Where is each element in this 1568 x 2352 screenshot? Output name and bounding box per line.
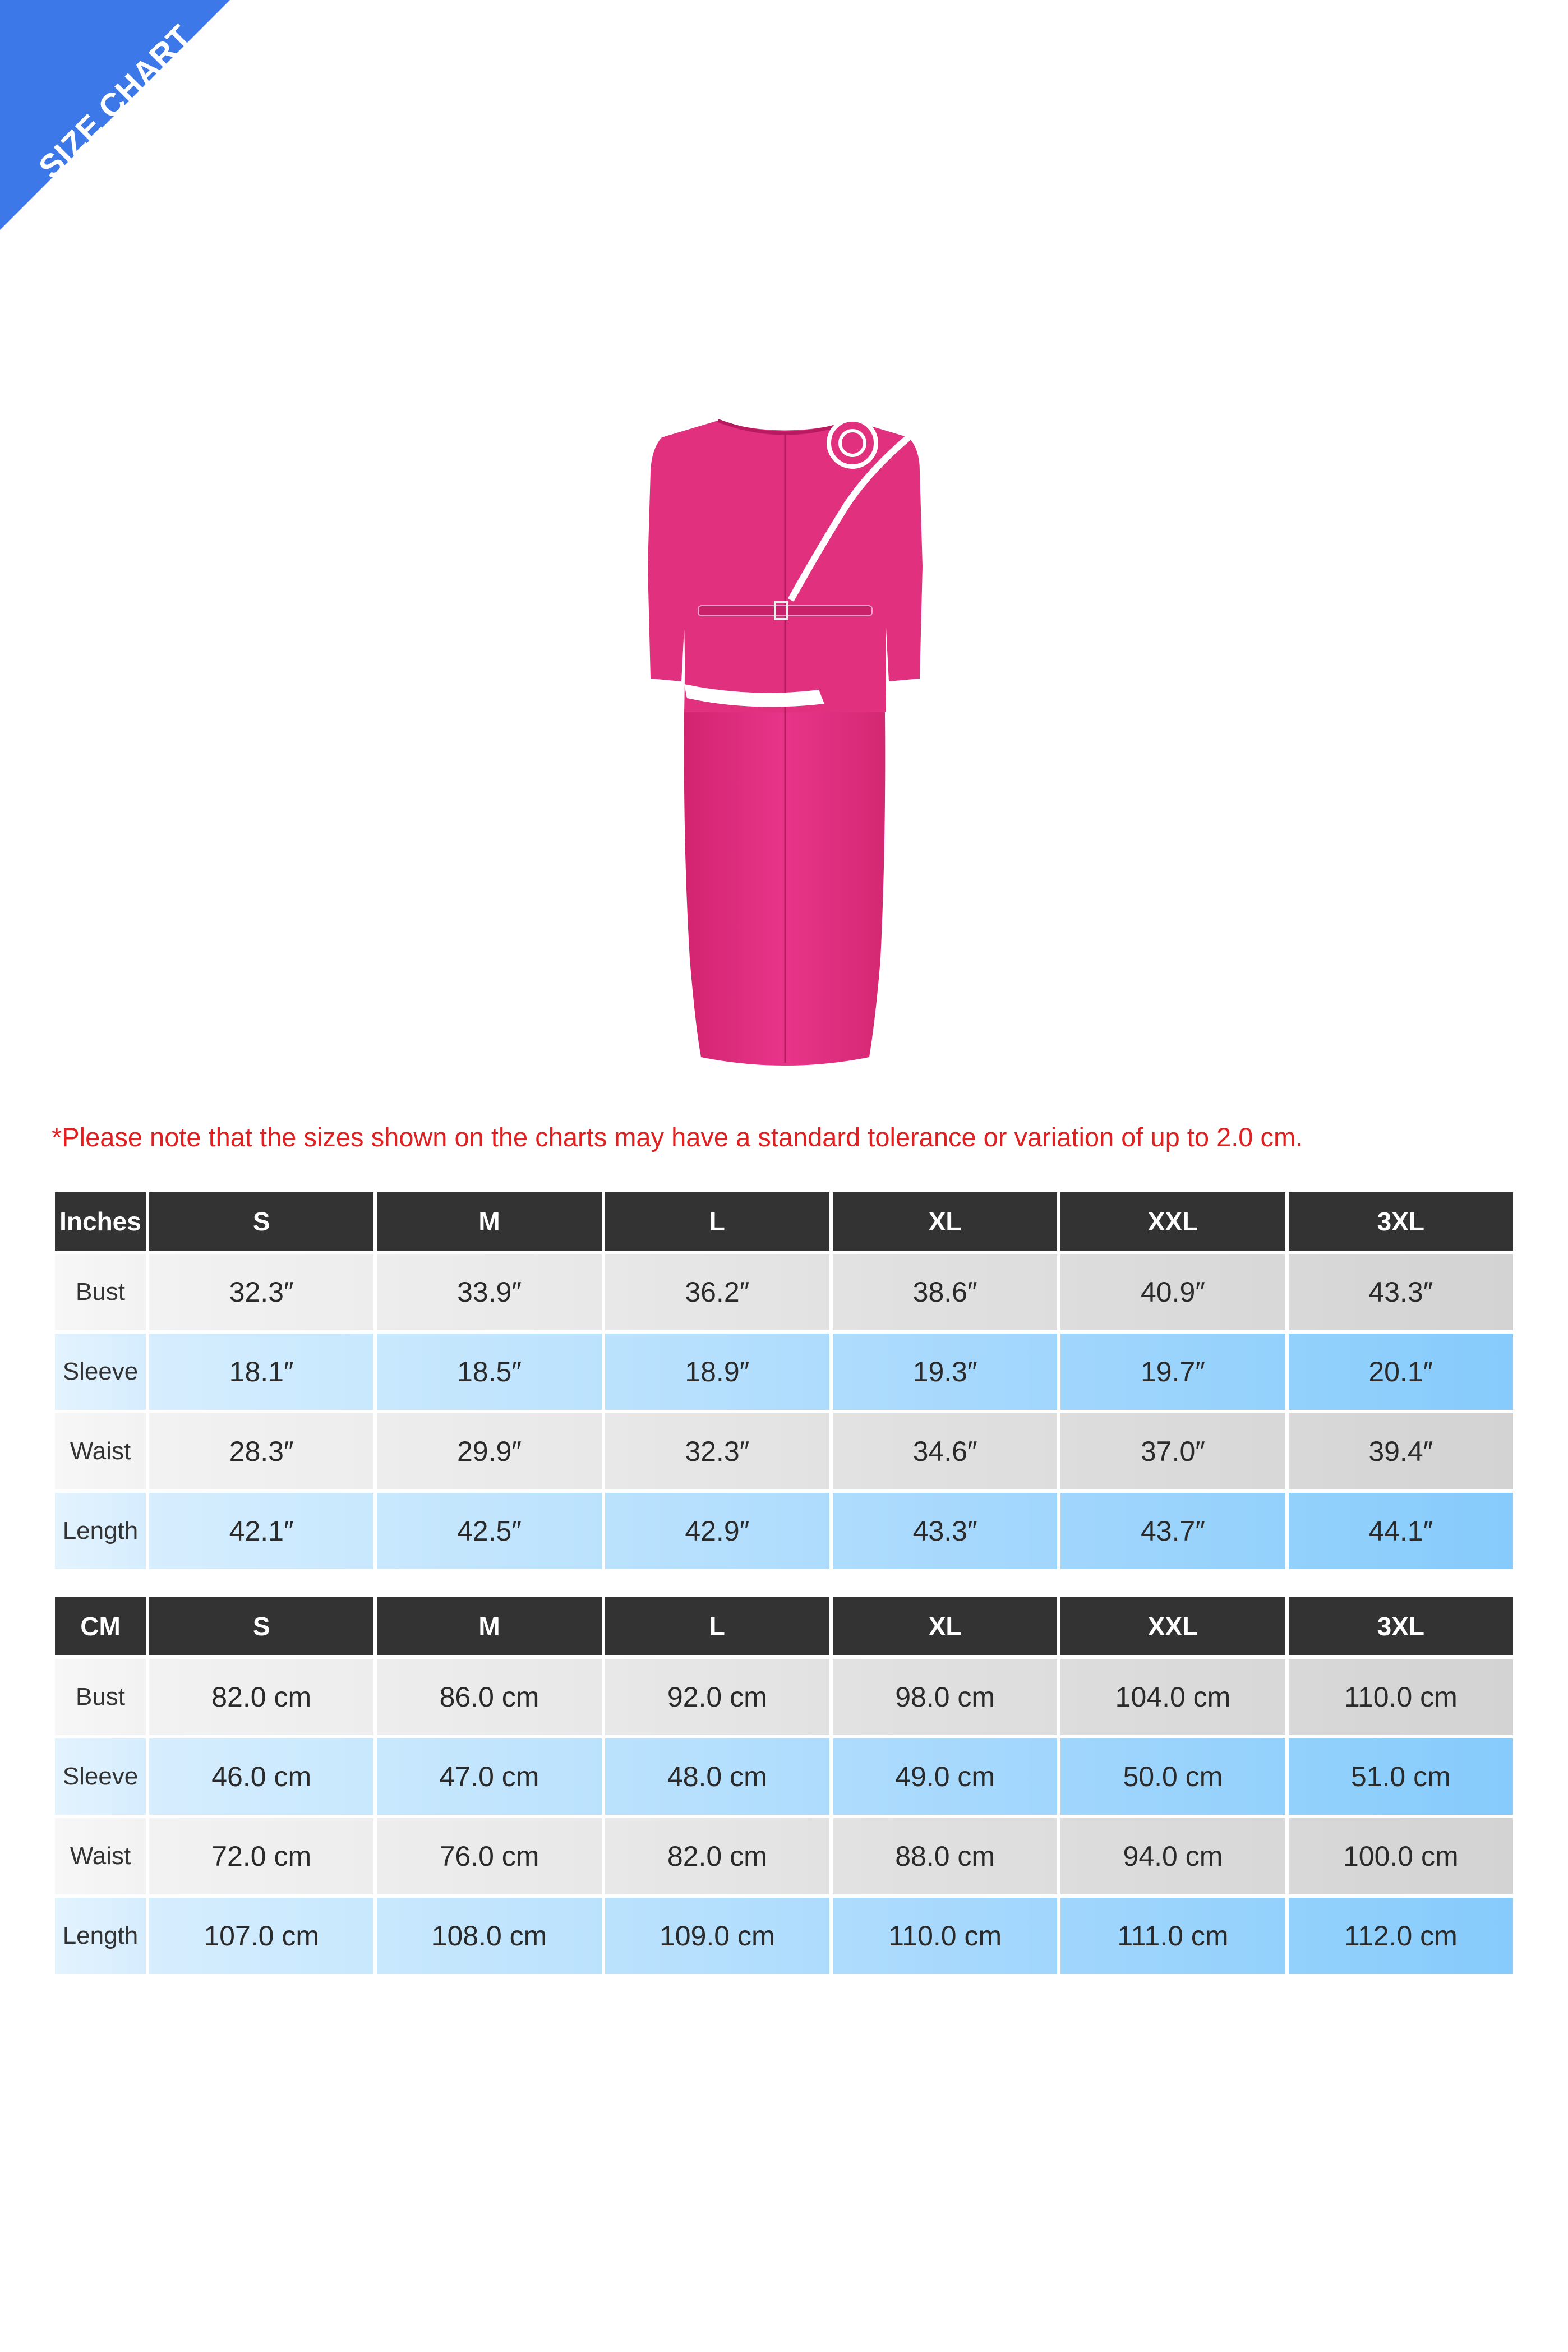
table-cell: 44.1″ — [1289, 1493, 1513, 1569]
table-cell: 19.3″ — [833, 1334, 1057, 1410]
table-cell: 32.3″ — [149, 1254, 373, 1330]
table-cell: 19.7″ — [1060, 1334, 1285, 1410]
table-cell: 104.0 cm — [1060, 1659, 1285, 1735]
size-header: 3XL — [1289, 1192, 1513, 1251]
table-cell: 42.1″ — [149, 1493, 373, 1569]
unit-header: Inches — [55, 1192, 146, 1251]
table-cell: 51.0 cm — [1289, 1738, 1513, 1815]
inches-size-table — [52, 1189, 1516, 1572]
size-header: XXL — [1060, 1597, 1285, 1655]
table-row — [55, 1413, 1513, 1489]
table-cell: 109.0 cm — [605, 1898, 829, 1974]
size-chart-banner — [0, 0, 230, 230]
banner-label: SIZE CHART — [31, 17, 200, 186]
table-cell: 94.0 cm — [1060, 1818, 1285, 1894]
table-cell: 107.0 cm — [149, 1898, 373, 1974]
table-row — [55, 1818, 1513, 1894]
size-header: L — [605, 1597, 829, 1655]
table-cell: 40.9″ — [1060, 1254, 1285, 1330]
row-label: Waist — [55, 1818, 146, 1894]
table-cell: 49.0 cm — [833, 1738, 1057, 1815]
row-label: Length — [55, 1898, 146, 1974]
table-cell: 20.1″ — [1289, 1334, 1513, 1410]
table-cell: 108.0 cm — [377, 1898, 601, 1974]
table-cell: 47.0 cm — [377, 1738, 601, 1815]
table-cell: 37.0″ — [1060, 1413, 1285, 1489]
size-header: L — [605, 1192, 829, 1251]
size-header: S — [149, 1597, 373, 1655]
table-cell: 72.0 cm — [149, 1818, 373, 1894]
table-cell: 82.0 cm — [149, 1659, 373, 1735]
table-header-row — [55, 1192, 1513, 1251]
table-cell: 36.2″ — [605, 1254, 829, 1330]
table-cell: 18.9″ — [605, 1334, 829, 1410]
table-cell: 112.0 cm — [1289, 1898, 1513, 1974]
size-header: XL — [833, 1597, 1057, 1655]
table-cell: 111.0 cm — [1060, 1898, 1285, 1974]
table-cell: 43.7″ — [1060, 1493, 1285, 1569]
row-label: Bust — [55, 1659, 146, 1735]
table-row — [55, 1254, 1513, 1330]
table-cell: 88.0 cm — [833, 1818, 1057, 1894]
table-cell: 110.0 cm — [1289, 1659, 1513, 1735]
table-cell: 32.3″ — [605, 1413, 829, 1489]
table-cell: 110.0 cm — [833, 1898, 1057, 1974]
table-row — [55, 1898, 1513, 1974]
table-cell: 76.0 cm — [377, 1818, 601, 1894]
row-label: Sleeve — [55, 1334, 146, 1410]
table-cell: 98.0 cm — [833, 1659, 1057, 1735]
table-row — [55, 1659, 1513, 1735]
table-cell: 43.3″ — [1289, 1254, 1513, 1330]
table-cell: 82.0 cm — [605, 1818, 829, 1894]
table-cell: 86.0 cm — [377, 1659, 601, 1735]
table-cell: 42.5″ — [377, 1493, 601, 1569]
row-label: Sleeve — [55, 1738, 146, 1815]
row-label: Bust — [55, 1254, 146, 1330]
table-cell: 43.3″ — [833, 1493, 1057, 1569]
table-cell: 29.9″ — [377, 1413, 601, 1489]
size-header: S — [149, 1192, 373, 1251]
product-image — [606, 398, 965, 1082]
table-cell: 38.6″ — [833, 1254, 1057, 1330]
cm-size-table — [52, 1594, 1516, 1977]
size-header: M — [377, 1192, 601, 1251]
size-header: XXL — [1060, 1192, 1285, 1251]
table-cell: 100.0 cm — [1289, 1818, 1513, 1894]
size-header: XL — [833, 1192, 1057, 1251]
tolerance-note: *Please note that the sizes shown on the charts may have a standard tolerance or variation of up to 2.0 cm. — [52, 1122, 1303, 1152]
table-cell: 42.9″ — [605, 1493, 829, 1569]
pink-dress-illustration — [606, 398, 965, 1082]
size-header: M — [377, 1597, 601, 1655]
table-cell: 48.0 cm — [605, 1738, 829, 1815]
table-row — [55, 1493, 1513, 1569]
table-cell: 18.1″ — [149, 1334, 373, 1410]
table-cell: 39.4″ — [1289, 1413, 1513, 1489]
table-cell: 46.0 cm — [149, 1738, 373, 1815]
table-cell: 33.9″ — [377, 1254, 601, 1330]
table-cell: 18.5″ — [377, 1334, 601, 1410]
unit-header: CM — [55, 1597, 146, 1655]
row-label: Waist — [55, 1413, 146, 1489]
table-cell: 28.3″ — [149, 1413, 373, 1489]
table-row — [55, 1738, 1513, 1815]
table-row — [55, 1334, 1513, 1410]
row-label: Length — [55, 1493, 146, 1569]
size-header: 3XL — [1289, 1597, 1513, 1655]
table-cell: 34.6″ — [833, 1413, 1057, 1489]
table-cell: 50.0 cm — [1060, 1738, 1285, 1815]
table-header-row — [55, 1597, 1513, 1655]
table-cell: 92.0 cm — [605, 1659, 829, 1735]
